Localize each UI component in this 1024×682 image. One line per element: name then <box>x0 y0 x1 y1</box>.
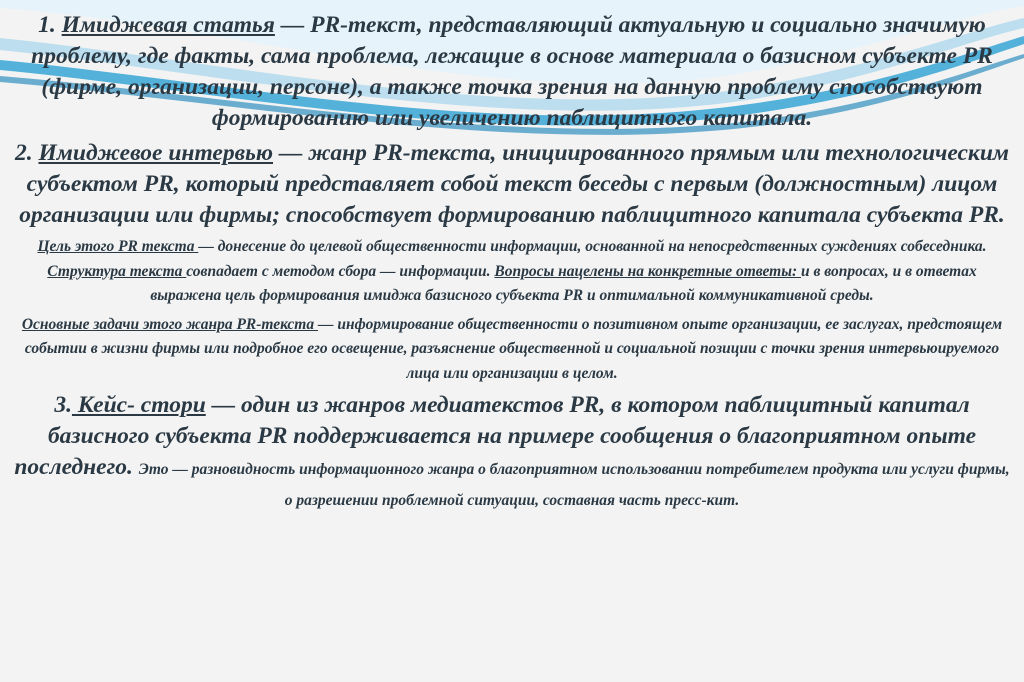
text-questions: и в вопросах, и в ответах выражена цель формирования имиджа базисного субъекта PR и оптимальной коммуникативной среды. <box>150 262 977 304</box>
slide-content <box>14 10 1010 518</box>
term-tasks: Основные задачи этого жанра PR-текста <box>21 315 318 333</box>
definition-image-article: — PR-текст, представляющий актуальную и социально значимую проблему, где факты, сама проблема, лежащие в основе материала о базисном субъекте PR (фирме, организации, персоне), а также точка зрения на данную проблему способствуют формированию или увеличению паблицитного капитала. <box>31 12 993 131</box>
term-questions: Вопросы нацелены на конкретные ответы: <box>494 262 802 280</box>
paragraph-image-interview <box>14 138 1010 231</box>
item-number: 3. <box>54 392 72 418</box>
text-tasks: — информирование общественности о позитивном опыте организации, ее заслугах, предстоящем событии в жизни фирмы или подробное его освещение, разъяснение общественной и социальной позиции с точки зрения интервьюируемого лица или организации в целом. <box>24 315 1003 382</box>
text-goal: — донесение до целевой общественности информации, основанной на непосредственных суждениях собеседника. <box>198 238 987 255</box>
term-case-story: Кейс- стори <box>71 392 206 418</box>
term-goal: Цель этого PR текста <box>37 238 199 255</box>
text-structure: совпадает с методом сбора — информации. <box>186 262 495 280</box>
term-image-interview: Имиджевое интервью <box>38 140 274 166</box>
paragraph-case-story <box>14 390 1010 514</box>
paragraph-interview-goal <box>14 235 1010 309</box>
case-story-note: Это — разновидность информационного жанра о благоприятном использовании потребителем продукта или услуги фирмы, о разрешении проблемной ситуации, составная часть пресс-кит. <box>138 461 1010 509</box>
paragraph-image-article <box>14 10 1010 134</box>
definition-case-story: — один из жанров медиатекстов PR, в котором паблицитный капитал базисного субъекта PR поддерживается на примере сообщения о благоприятном опыте последнего. <box>14 392 977 480</box>
item-number: 2. <box>15 140 33 166</box>
paragraph-genre-tasks <box>14 313 1010 387</box>
item-number: 1. <box>38 12 56 38</box>
term-structure: Структура текста <box>47 262 187 280</box>
definition-image-interview: — жанр PR-текста, инициированного прямым или технологическим субъектом PR, который представляет собой текст беседы с первым (должностным) лицом организации или фирмы; способствует формированию паблицитного капитала субъекта PR. <box>19 140 1009 228</box>
term-image-article: Имиджевая статья <box>61 12 275 38</box>
